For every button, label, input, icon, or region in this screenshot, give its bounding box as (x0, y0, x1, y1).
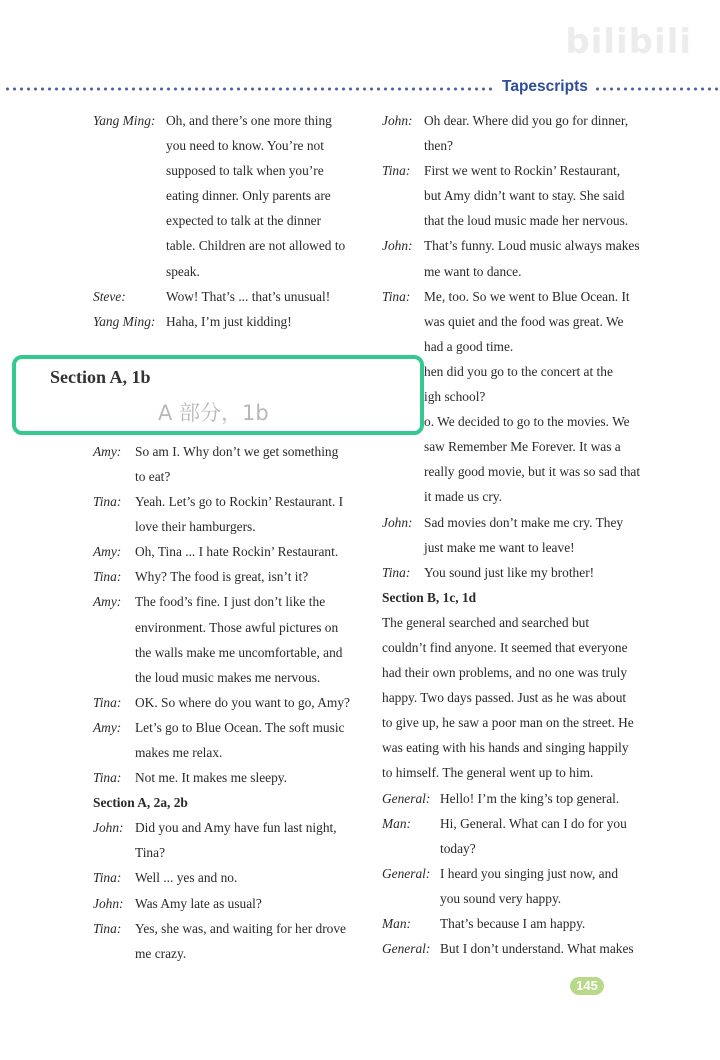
text-line: happy. Two days passed. Just as he was about (382, 690, 627, 706)
narrative-paragraph (382, 610, 654, 786)
dialogue-text (135, 539, 368, 564)
speaker-label: Amy: (93, 594, 122, 610)
text-line: then? (424, 138, 453, 154)
speaker-label: John: (93, 820, 124, 836)
text-line: couldn’t find anyone. It seemed that everyone (382, 639, 628, 655)
speaker-label: John: (93, 895, 124, 911)
page-number: 145 (570, 977, 604, 995)
text-line: really good movie, but it was so sad that (424, 464, 641, 480)
dialogue-entry (93, 891, 368, 916)
text-line: the loud music makes me nervous. (135, 669, 321, 685)
section-heading: Section A, 2a, 2b (93, 795, 188, 811)
text-line: to eat? (135, 468, 171, 484)
dialogue-entry (382, 786, 654, 811)
text-line: table. Children are not allowed to (166, 238, 346, 254)
dialogue-text (135, 589, 368, 689)
dialogue-text (166, 309, 368, 334)
text-line: OK. So where do you want to go, Amy? (135, 694, 350, 710)
text-line: igh school? (424, 389, 486, 405)
dialogue-entry (93, 489, 368, 539)
overlay-title: Section A, 1b (50, 367, 151, 387)
dialogue-entry (93, 108, 368, 284)
dialogue-text (424, 560, 654, 585)
dialogue-entry (93, 589, 368, 689)
dialogue-text (424, 233, 654, 283)
speaker-label: Tina: (93, 770, 122, 786)
dialogue-text (135, 815, 368, 865)
text-line: to himself. The general went up to him. (382, 765, 594, 781)
speaker-label: Tina: (93, 494, 122, 510)
text-line: speak. (166, 263, 200, 279)
text-line: The food’s fine. I just don’t like the (135, 594, 326, 610)
dialogue-text (135, 715, 368, 765)
speaker-label: General: (382, 941, 431, 957)
page-header (0, 78, 720, 100)
dialogue-text (440, 786, 654, 811)
speaker-label: Yang Ming: (93, 113, 156, 128)
speaker-label: General: (382, 865, 431, 881)
header-title: Tapescripts (502, 78, 588, 95)
dialogue-text (424, 108, 654, 158)
watermark-logo: bilibili (565, 22, 692, 62)
dialogue-text (424, 510, 654, 560)
text-line: Haha, I’m just kidding! (166, 313, 292, 329)
dialogue-text (135, 916, 368, 966)
text-line: That’s because I am happy. (440, 916, 586, 931)
text-line: the walls make me uncomfortable, and (135, 644, 343, 660)
text-line: Yes, she was, and waiting for her drove (135, 920, 346, 936)
dialogue-entry (382, 811, 654, 861)
text-line: Wow! That’s ... that’s unusual! (166, 288, 331, 304)
text-line: Oh, and there’s one more thing (166, 113, 332, 128)
text-line: supposed to talk when you’re (166, 163, 324, 179)
text-line: Why? The food is great, isn’t it? (135, 569, 309, 585)
text-line: had a good time. (424, 338, 514, 354)
speaker-label: Tina: (382, 163, 411, 179)
text-line: me crazy. (135, 945, 187, 961)
speaker-label: Man: (382, 916, 412, 931)
text-line: Let’s go to Blue Ocean. The soft music (135, 719, 345, 735)
text-line: it made us cry. (424, 489, 502, 505)
dialogue-entry (93, 765, 368, 790)
dialogue-text (440, 861, 654, 911)
text-line: had their own problems, and no one was truly (382, 665, 628, 681)
section-caption-overlay (12, 355, 424, 435)
dialogue-entry (93, 564, 368, 589)
dialogue-text (166, 284, 368, 309)
text-line: eating dinner. Only parents are (166, 188, 331, 204)
dialogue-entry (93, 715, 368, 765)
text-line: Oh, Tina ... I hate Rockin’ Restaurant. (135, 544, 339, 560)
header-dots-left (4, 87, 494, 91)
speaker-label: Tina: (382, 288, 411, 304)
text-line: Did you and Amy have fun last night, (135, 820, 337, 836)
dialogue-text (135, 564, 368, 589)
speaker-label: Tina: (93, 694, 122, 710)
text-line: you sound very happy. (440, 890, 562, 906)
text-line: Hello! I’m the king’s top general. (440, 790, 620, 806)
text-line: You sound just like my brother! (424, 564, 595, 580)
speaker-label: Tina: (93, 569, 122, 585)
text-line: but Amy didn’t want to stay. She said (424, 188, 625, 204)
text-line: So am I. Why don’t we get something (135, 443, 339, 459)
dialogue-entry (382, 510, 654, 560)
dialogue-entry (93, 690, 368, 715)
text-line: o. We decided to go to the movies. We (424, 414, 630, 430)
text-line: First we went to Rockin’ Restaurant, (424, 163, 621, 179)
dialogue-text (440, 936, 654, 961)
text-line: expected to talk at the dinner (166, 213, 322, 229)
dialogue-text (135, 439, 368, 489)
text-line: The general searched and searched but (382, 614, 590, 630)
speaker-label: Steve: (93, 288, 126, 304)
speaker-label: Tina: (93, 920, 122, 936)
text-line: to give up, he saw a poor man on the street. He (382, 715, 634, 731)
dialogue-text (135, 891, 368, 916)
dialogue-entry (382, 108, 654, 158)
dialogue-text (440, 911, 654, 936)
text-line: love their hamburgers. (135, 519, 256, 535)
right-column (382, 108, 654, 961)
speaker-label: Amy: (93, 544, 122, 560)
dialogue-text (424, 158, 654, 233)
right-block-1 (382, 108, 654, 585)
dialogue-text (440, 811, 654, 861)
text-line: Was Amy late as usual? (135, 895, 262, 911)
dialogue-entry (382, 911, 654, 936)
speaker-label: Tina: (382, 564, 411, 580)
speaker-label: Amy: (93, 719, 122, 735)
speaker-label: Man: (382, 815, 412, 831)
dialogue-entry (382, 560, 654, 585)
header-dots-right (594, 87, 720, 91)
speaker-label: John: (382, 514, 413, 530)
text-line: But I don’t understand. What makes (440, 941, 634, 957)
left-block-1 (93, 108, 368, 334)
text-line: today? (440, 840, 476, 856)
dialogue-text (135, 865, 368, 890)
text-line: was eating with his hands and singing happily (382, 740, 629, 756)
text-line: that the loud music made her nervous. (424, 213, 629, 229)
text-line: Hi, General. What can I do for you (440, 815, 627, 831)
text-line: saw Remember Me Forever. It was a (424, 439, 621, 455)
dialogue-entry (382, 936, 654, 961)
dialogue-entry (93, 815, 368, 865)
dialogue-entry (382, 158, 654, 233)
text-line: Yeah. Let’s go to Rockin’ Restaurant. I (135, 494, 344, 510)
dialogue-entry (93, 439, 368, 489)
dialogue-text (166, 108, 368, 284)
dialogue-entry (93, 284, 368, 309)
text-line: hen did you go to the concert at the (424, 363, 613, 379)
text-line: was quiet and the food was great. We (424, 313, 624, 329)
dialogue-entry (93, 539, 368, 564)
text-line: Not me. It makes me sleepy. (135, 770, 287, 786)
speaker-label: John: (382, 113, 413, 128)
left-block-3 (93, 815, 368, 966)
speaker-label: Tina: (93, 870, 122, 886)
text-line: Me, too. So we went to Blue Ocean. It (424, 288, 630, 304)
text-line: That’s funny. Loud music always makes (424, 238, 640, 254)
dialogue-entry (382, 233, 654, 283)
speaker-label: John: (382, 238, 413, 254)
dialogue-entry (93, 916, 368, 966)
dialogue-text (135, 765, 368, 790)
dialogue-text (424, 284, 654, 510)
dialogue-entry (93, 865, 368, 890)
overlay-subtitle: A 部分，1b (158, 401, 269, 425)
text-line: Oh dear. Where did you go for dinner, (424, 113, 629, 128)
dialogue-entry (382, 861, 654, 911)
speaker-label: Yang Ming: (93, 313, 156, 329)
text-line: Well ... yes and no. (135, 870, 238, 886)
left-block-2 (93, 439, 368, 790)
right-block-2 (382, 786, 654, 962)
left-column (93, 108, 368, 966)
text-line: you need to know. You’re not (166, 138, 324, 154)
dialogue-text (135, 690, 368, 715)
speaker-label: General: (382, 790, 431, 806)
text-line: just make me want to leave! (424, 539, 575, 555)
text-line: I heard you singing just now, and (440, 865, 619, 881)
dialogue-entry (93, 309, 368, 334)
text-line: me want to dance. (424, 263, 522, 279)
dialogue-text (135, 489, 368, 539)
text-line: Sad movies don’t make me cry. They (424, 514, 624, 530)
section-heading: Section B, 1c, 1d (382, 589, 477, 605)
speaker-label: Amy: (93, 443, 122, 459)
text-line: environment. Those awful pictures on (135, 619, 339, 635)
text-line: Tina? (135, 845, 166, 861)
text-line: makes me relax. (135, 744, 223, 760)
